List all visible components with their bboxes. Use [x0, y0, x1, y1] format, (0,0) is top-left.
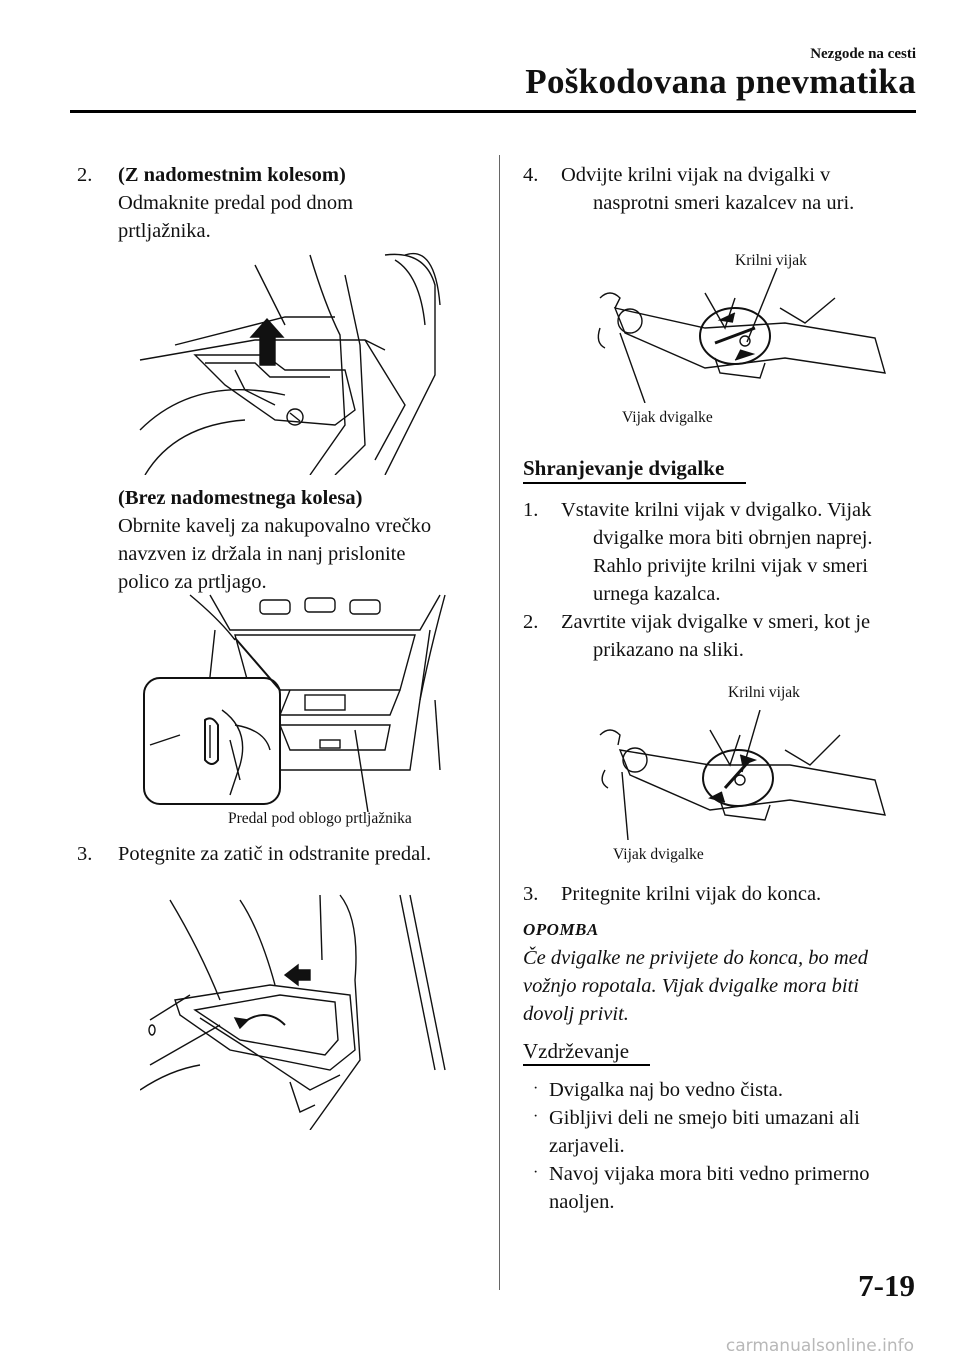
step-2-number: 2.: [77, 164, 93, 186]
alt-line-2: navzven iz držala in nanj prislonite: [118, 543, 406, 565]
figure-remove-drawer: [140, 890, 452, 1130]
page-number: 7-19: [858, 1268, 915, 1303]
step-2-line-1: Odmaknite predal pod dnom: [118, 192, 354, 214]
bullet-1-symbol: ·: [533, 1080, 539, 1097]
header-divider: [70, 110, 916, 113]
step-4-line-1: Odvijte krilni vijak na dvigalki v: [561, 164, 831, 186]
figure-jack-loosen: [585, 268, 890, 403]
storage-step-2-line-2: prikazano na sliki.: [593, 639, 744, 661]
figure-shopping-hook: [140, 590, 452, 812]
storage-step-1-number: 1.: [523, 499, 539, 521]
column-divider: [499, 155, 500, 1290]
step-2-heading: (Z nadomestnim kolesom): [118, 164, 346, 186]
figure-5-jack-label: Vijak dvigalke: [613, 846, 704, 863]
maintenance-item-1: Dvigalka naj bo vedno čista.: [549, 1079, 783, 1101]
step-3-number: 3.: [77, 843, 93, 865]
maintenance-item-3-line-2: naoljen.: [549, 1191, 615, 1213]
page-title: Poškodovana pnevmatika: [525, 62, 916, 101]
storage-step-3-number: 3.: [523, 883, 539, 905]
maintenance-heading: Vzdrževanje: [523, 1039, 630, 1063]
step-2-line-2: prtljažnika.: [118, 220, 211, 242]
figure-2-label: Predal pod oblogo prtljažnika: [228, 810, 412, 827]
storage-step-2-number: 2.: [523, 611, 539, 633]
bullet-3-symbol: ·: [533, 1164, 539, 1181]
chapter-label: Nezgode na cesti: [810, 46, 916, 62]
note-line-3: dovolj privit.: [523, 1003, 629, 1025]
bullet-2-symbol: ·: [533, 1108, 539, 1125]
figure-4-wing-label: Krilni vijak: [735, 252, 807, 269]
alt-line-3: polico za prtljago.: [118, 571, 267, 593]
maintenance-heading-underline: [523, 1064, 650, 1066]
note-line-1: Če dvigalke ne privijete do konca, bo med: [523, 947, 868, 969]
watermark: carmanualsonline.info: [725, 1336, 914, 1356]
storage-step-1-line-3: Rahlo privijte krilni vijak v smeri: [593, 555, 868, 577]
note-heading: OPOMBA: [523, 920, 599, 939]
alt-line-1: Obrnite kavelj za nakupovalno vrečko: [118, 515, 432, 537]
storage-step-2-line-1: Zavrtite vijak dvigalke v smeri, kot je: [561, 611, 871, 633]
storage-step-3-text: Pritegnite krilni vijak do konca.: [561, 883, 822, 905]
storage-heading: Shranjevanje dvigalke: [523, 456, 725, 480]
step-4-number: 4.: [523, 164, 539, 186]
figure-jack-store: [590, 710, 895, 840]
storage-step-1-line-4: urnega kazalca.: [593, 583, 721, 605]
figure-trunk-drawer: [135, 245, 455, 475]
storage-step-1-line-2: dvigalke mora biti obrnjen naprej.: [593, 527, 873, 549]
storage-heading-underline: [523, 482, 746, 484]
step-3-text: Potegnite za zatič in odstranite predal.: [118, 843, 432, 865]
maintenance-item-2-line-1: Gibljivi deli ne smejo biti umazani ali: [549, 1107, 860, 1129]
figure-4-jack-label: Vijak dvigalke: [622, 409, 713, 426]
alt-heading: (Brez nadomestnega kolesa): [118, 487, 363, 509]
maintenance-item-2-line-2: zarjaveli.: [549, 1135, 625, 1157]
maintenance-item-3-line-1: Navoj vijaka mora biti vedno primerno: [549, 1163, 870, 1185]
figure-5-wing-label: Krilni vijak: [728, 684, 800, 701]
note-line-2: vožnjo ropotala. Vijak dvigalke mora biti: [523, 975, 859, 997]
storage-step-1-line-1: Vstavite krilni vijak v dvigalko. Vijak: [561, 499, 872, 521]
step-4-line-2: nasprotni smeri kazalcev na uri.: [593, 192, 855, 214]
